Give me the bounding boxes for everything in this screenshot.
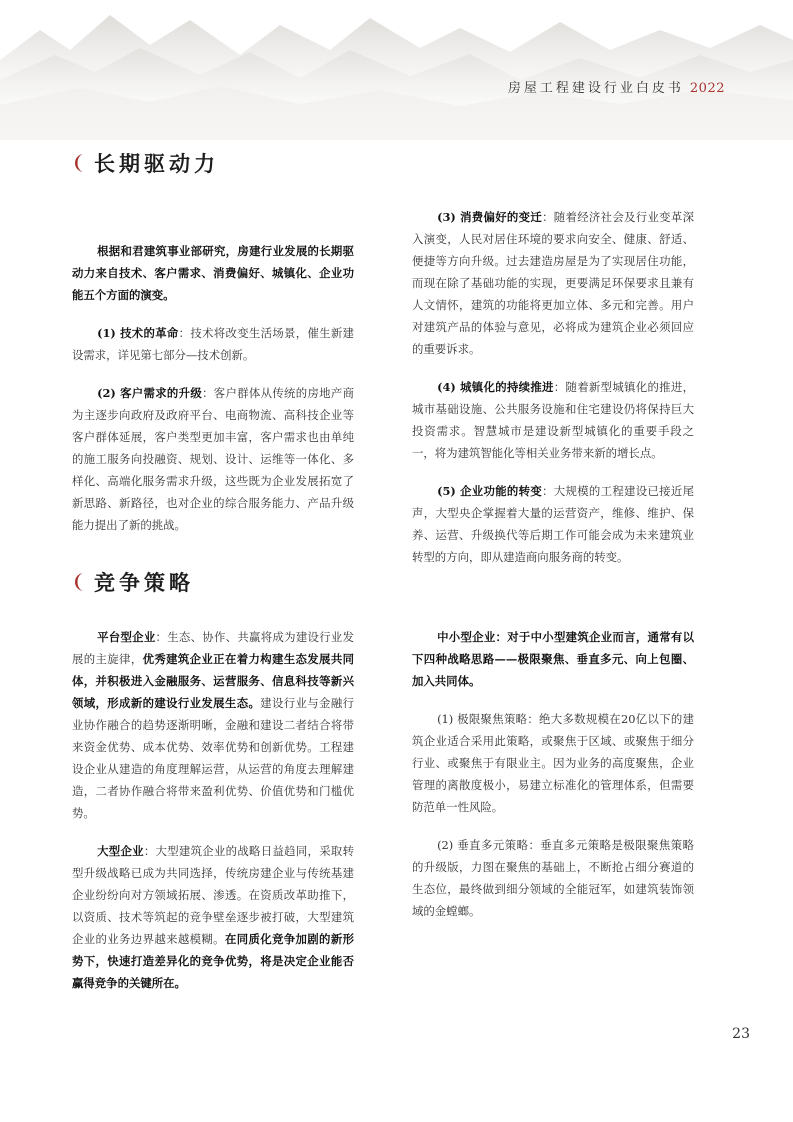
driver-item-label: (5) 企业功能的转变: [437, 484, 543, 498]
section-title-drivers: [72, 148, 219, 178]
driver-item-text: ：大规模的工程建设已接近尾声，大型央企掌握着大量的运营资产，维修、维护、保养、运营、升级换代等后期工作可能会成为未来建筑业转型的方向，即从建造商向服务商的转变。: [412, 484, 694, 564]
driver-item-label: (3) 消费偏好的变迁: [437, 210, 543, 224]
driver-item-text: ：客户群体从传统的房地产商为主逐步向政府及政府平台、电商物流、高科技企业等客户群体延展，客户类型更加丰富，客户需求也由单纯的施工服务向投融资、规划、设计、运维等一体化、多样化、高端化服务需求升级，这些既为企业发展拓宽了新思路、新路径，也对企业的综合服务能力、产品升级能力提出了新的挑战。: [72, 386, 354, 532]
driver-item-label: (2) 客户需求的升级: [97, 386, 203, 400]
driver-item-technology: [72, 322, 354, 366]
driver-item-urbanization: [412, 376, 694, 464]
strategy-bold-text: 优秀建筑企业正在着力构建生态发展共同体，并积极进入金融服务、运营服务、信息科技等新兴领域，形成新的建设行业发展生态。: [72, 652, 354, 710]
document-header: [508, 77, 725, 96]
driver-item-function: [412, 480, 694, 568]
page-number: 23: [732, 1026, 750, 1042]
crescent-marker-icon: [72, 153, 88, 173]
driver-item-label: (1) 技术的革命: [97, 326, 179, 340]
drivers-right-column: [412, 206, 694, 584]
driver-item-text: ：随着新型城镇化的推进，城市基础设施、公共服务设施和住宅建设仍将保持巨大投资需求。智慧城市是建设新型城镇化的重要手段之一，将为建筑智能化等相关业务带来新的增长点。: [412, 380, 694, 460]
drivers-left-column: [72, 240, 354, 552]
driver-item-label: (4) 城镇化的持续推进: [437, 380, 554, 394]
strategy-bold-text: 在同质化竞争加剧的新形势下，快速打造差异化的竞争优势，将是决定企业能否赢得竞争的关键所在。: [72, 932, 354, 990]
strategy-large: [72, 840, 354, 994]
sme-item-focus: (1) 极限聚焦策略：绝大多数规模在20亿以下的建筑企业适合采用此策略，或聚焦于区域、或聚焦于细分行业、或聚焦于有限业主。因为业务的高度聚焦，企业管理的离散度极小，易建立标准化的管理体系，但需要防范单一性风险。: [412, 712, 694, 814]
strategy-label: 中小型企业: [437, 630, 496, 644]
strategy-text: ：对于中小型建筑企业而言，通常有以下四种战略思路——极限聚焦、垂直多元、向上包圈、加入共同体。: [412, 630, 694, 688]
strategy-left-column: [72, 626, 354, 1010]
strategy-label: 平台型企业: [97, 630, 156, 644]
header-title: 房屋工程建设行业白皮书: [507, 81, 684, 96]
sme-item-vertical: (2) 垂直多元策略：垂直多元策略是极限聚焦策略的升级版，力图在聚焦的基础上，不断抢占细分赛道的生态位，最终做到细分领域的全能冠军，如建筑装饰领域的金螳螂。: [412, 838, 694, 918]
strategy-sme: [412, 626, 694, 692]
strategy-text: ：大型建筑企业的战略日益趋同，采取转型升级战略已成为共同选择，传统房建企业与传统基建企业纷纷向对方领域拓展、渗透。在资质改革助推下，以资质、技术等筑起的竞争壁垒逐步被打破，大型建筑企业的业务边界越来越模糊。: [72, 844, 354, 946]
drivers-intro: 根据和君建筑事业部研究，房建行业发展的长期驱动力来自技术、客户需求、消费偏好、城镇化、企业功能五个方面的演变。: [72, 244, 354, 302]
driver-item-text: ：随着经济社会及行业变革深入演变，人民对居住环境的要求向安全、健康、舒适、便捷等方向升级。过去建造房屋是为了实现居住功能，而现在除了基础功能的实现，更要满足环保要求且兼有人文情怀，建筑的功能将更加立体、多元和完善。用户对建筑产品的体验与意见，必将成为建筑企业必须回应的重要诉求。: [412, 210, 694, 356]
strategy-text: ：生态、协作、共赢将成为建设行业发展的主旋律，: [72, 630, 354, 666]
driver-item-text: ：技术将改变生活场景，催生新建设需求，详见第七部分—技术创新。: [72, 326, 354, 362]
strategy-label: 大型企业: [97, 844, 144, 858]
header-year: 2022: [689, 81, 725, 96]
strategy-platform: [72, 626, 354, 824]
section-title-text: 长期驱动力: [94, 151, 219, 176]
crescent-marker-icon: [72, 572, 88, 592]
mountain-background-decoration: [0, 0, 793, 140]
driver-item-customer: [72, 382, 354, 536]
strategy-right-column: [412, 626, 694, 938]
section-title-strategy: [72, 567, 194, 597]
driver-item-consumption: [412, 206, 694, 360]
strategy-text: 建设行业与金融行业协作融合的趋势逐渐明晰，金融和建设二者结合将带来资金优势、成本优势、效率优势和创新优势。工程建设企业从建造的角度理解运营，从运营的角度去理解建造，二者协作融合将带来盈利优势、价值优势和门槛优势。: [72, 696, 354, 820]
section-title-text: 竞争策略: [94, 570, 194, 595]
